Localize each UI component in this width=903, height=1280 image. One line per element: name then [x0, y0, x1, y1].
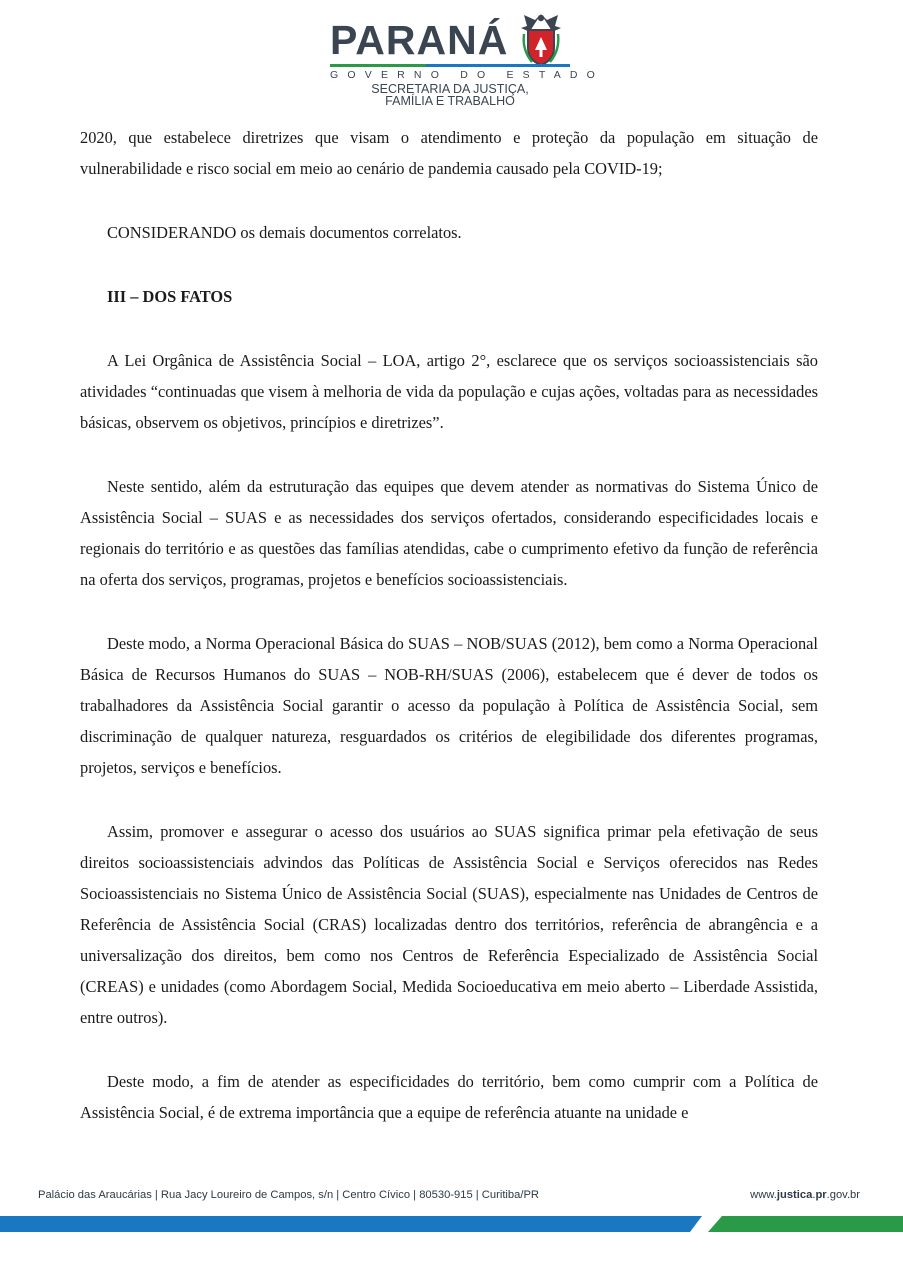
paragraph-6: Assim, promover e assegurar o acesso dos usuários ao SUAS significa primar pela efetivação de seus direitos socioassistenciais advindos das Políticas de Assistência Social e Serviços oferecidos nas Redes Socioassistenciais no Sistema Único de Assistência Social (SUAS), especialmente nas Unidades de Centros de Referência de Assistência Social (CRAS) localizadas dentro dos territórios, referência de abrangência e a universalização dos direitos, bem como nos Centros de Referência Especializado de Assistência Social (CREAS) e unidades (como Abordagem Social, Medida Socioeducativa em meio aberto – Liberdade Assistida, entre outros).	[80, 822, 818, 1027]
paragraph-2: CONSIDERANDO os demais documentos correlatos.	[107, 223, 462, 242]
paragraph-3: A Lei Orgânica de Assistência Social – LOA, artigo 2°, esclarece que os serviços socioassistenciais são atividades “continuadas que visem à melhoria de vida da população e cujas ações, voltadas para as necessidades básicas, observem os objetivos, princípios e diretrizes”.	[80, 351, 818, 432]
document-body	[80, 122, 818, 1128]
coat-of-arms-icon	[518, 12, 564, 68]
paragraph-5: Deste modo, a Norma Operacional Básica do SUAS – NOB/SUAS (2012), bem como a Norma Operacional Básica de Recursos Humanos do SUAS – NOB-RH/SUAS (2006), estabelecem que é dever de todos os trabalhadores da Assistência Social garantir o acesso da população à Política de Assistência Social, sem discriminação de qualquer natureza, resguardados os critérios de elegibilidade dos diferentes programas, projetos, serviços e benefícios.	[80, 634, 818, 777]
footer-website[interactable]: www.justica.pr.gov.br	[750, 1189, 860, 1201]
government-label: GOVERNO DO ESTADO	[330, 69, 605, 81]
footer-color-bar	[0, 1214, 903, 1234]
paragraph-4: Neste sentido, além da estruturação das equipes que devem atender as normativas do Sistema Único de Assistência Social – SUAS e as necessidades dos serviços ofertados, considerando especificidades locais e regionais do território e as questões das famílias atendidas, cabe o cumprimento efetivo da função de referência na oferta dos serviços, programas, projetos e benefícios socioassistenciais.	[80, 477, 818, 589]
letterhead	[0, 0, 903, 115]
brand-divider	[330, 64, 570, 67]
department-line-1: SECRETARIA DA JUSTIÇA,	[371, 82, 529, 96]
paragraph-1: 2020, que estabelece diretrizes que visam o atendimento e proteção da população em situação de vulnerabilidade e risco social em meio ao cenário de pandemia causado pela COVID-19;	[80, 128, 818, 178]
paragraph-7: Deste modo, a fim de atender as especificidades do território, bem como cumprir com a Política de Assistência Social, é de extrema importância que a equipe de referência atuante na unidade e	[80, 1072, 818, 1122]
state-name: PARANÁ	[330, 17, 509, 63]
department-line-2: FAMÍLIA E TRABALHO	[385, 93, 515, 108]
department-name	[330, 84, 570, 107]
footer-address: Palácio das Araucárias | Rua Jacy Loureiro de Campos, s/n | Centro Cívico | 80530-915 | Curitiba/PR	[38, 1189, 540, 1201]
section-heading: III – DOS FATOS	[107, 287, 233, 306]
